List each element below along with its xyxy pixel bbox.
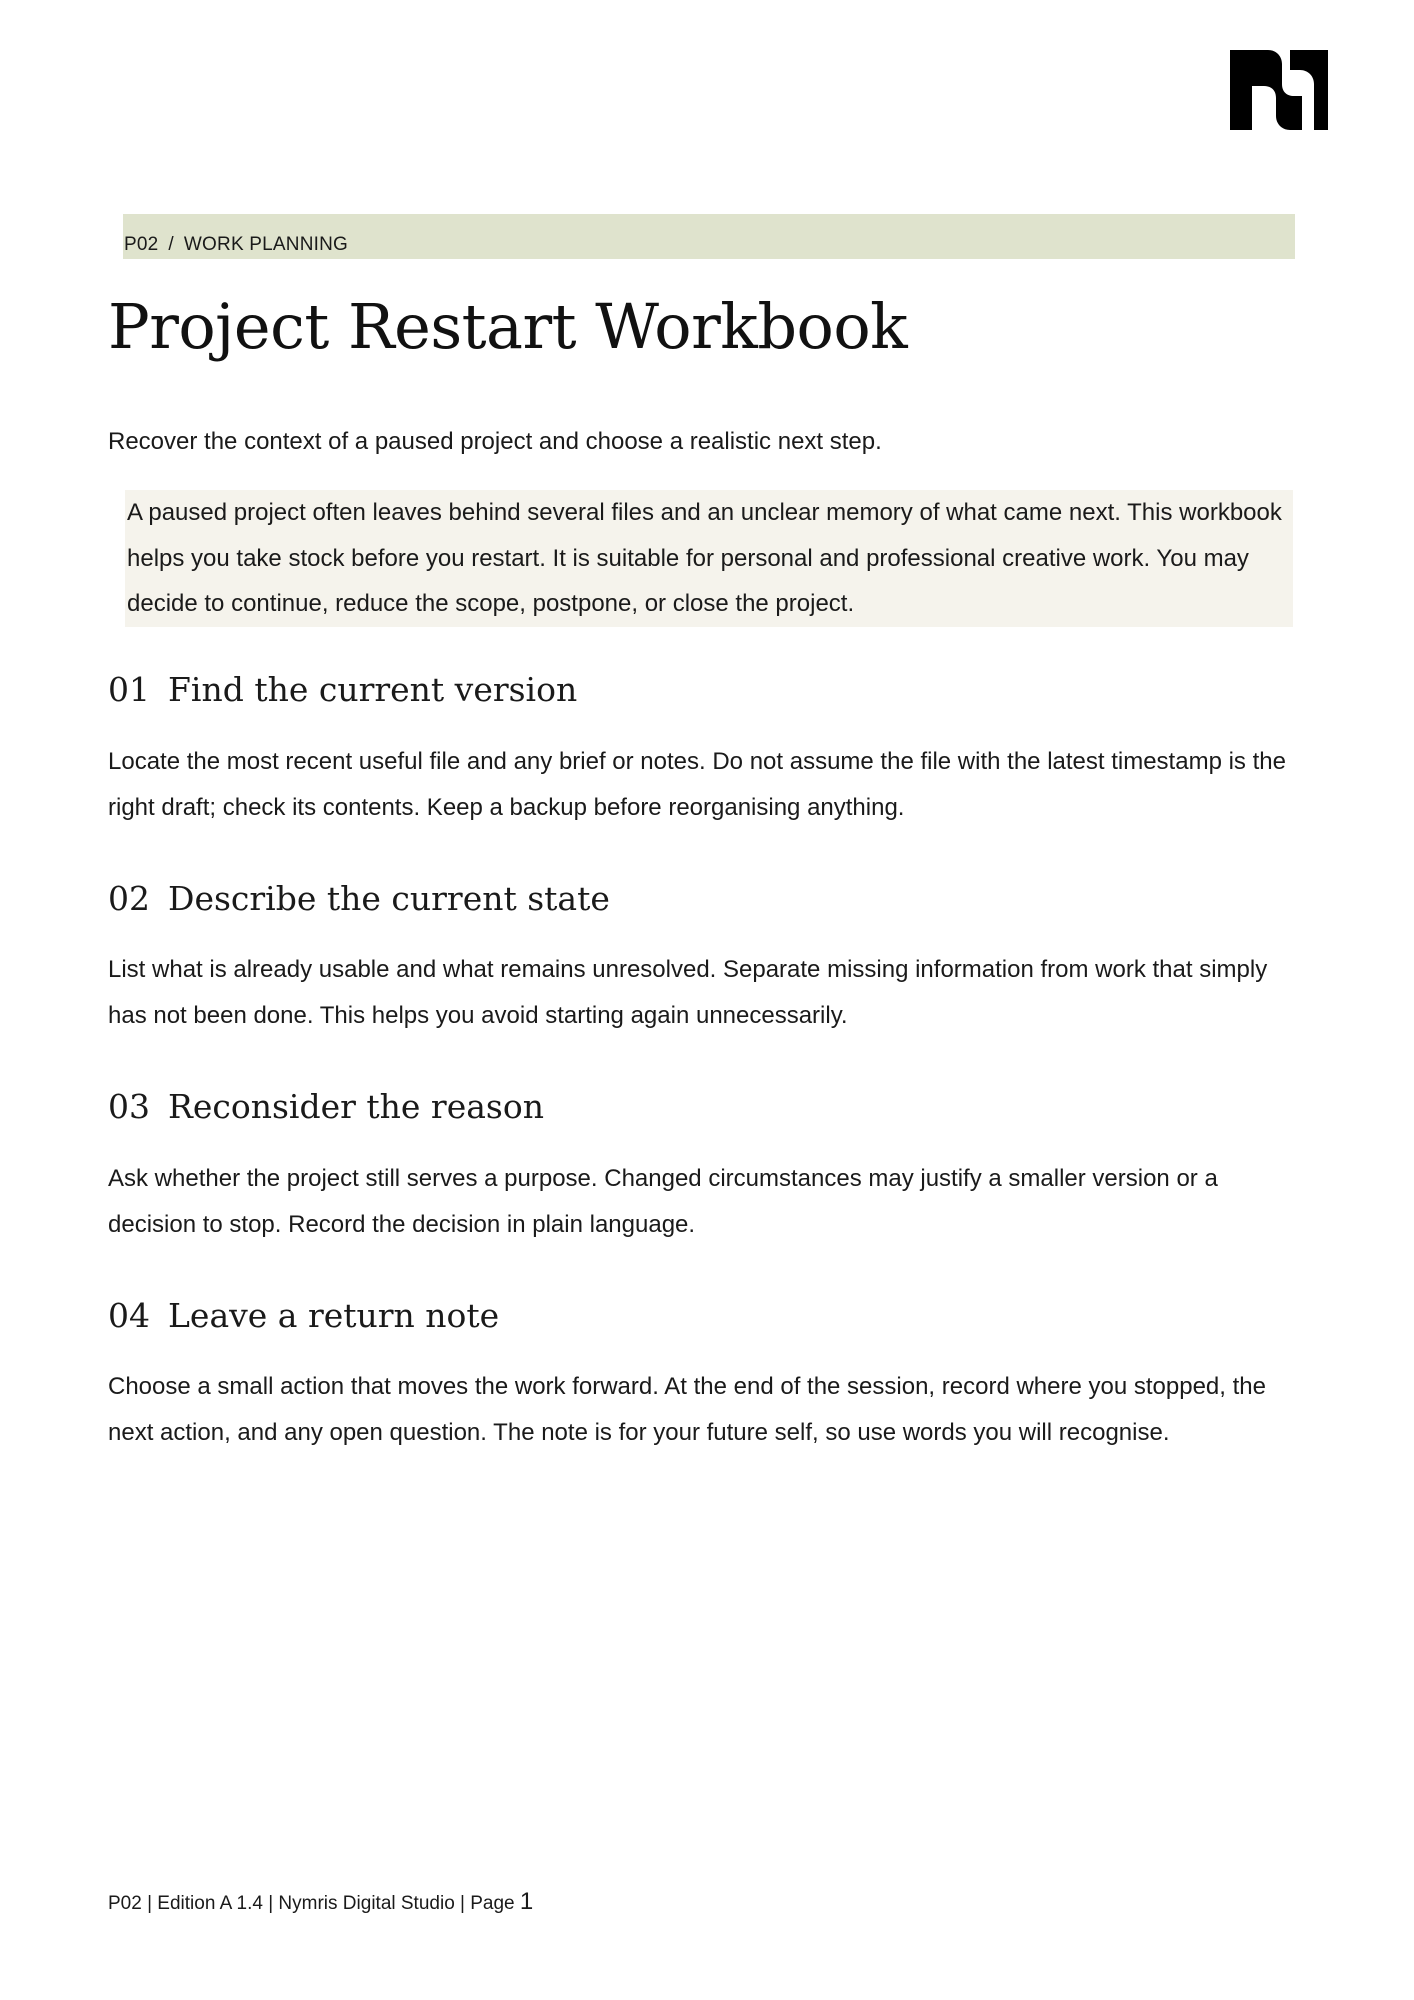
section-heading: [108, 1087, 544, 1126]
section-title: Leave a return note: [168, 1296, 500, 1335]
section-body: Ask whether the project still serves a purpose. Changed circumstances may justify a smaller version or a decision to stop. Record the decision in plain language.: [108, 1165, 1218, 1238]
section-number: 04: [108, 1296, 150, 1335]
page-number: 1: [519, 1888, 534, 1915]
section-title: Reconsider the reason: [168, 1087, 544, 1126]
section-number: 03: [108, 1087, 150, 1126]
section-title: Describe the current state: [168, 879, 610, 918]
section-number: 01: [108, 670, 150, 709]
intro-callout: A paused project often leaves behind several files and an unclear memory of what came next. This workbook helps you take stock before you restart. It is suitable for personal and professional creative work. You may decide to continue, reduce the scope, postpone, or close the project.: [125, 490, 1293, 627]
breadcrumb-separator: /: [168, 234, 174, 255]
section-body: Choose a small action that moves the work forward. At the end of the session, record where you stopped, the next action, and any open question. The note is for your future self, so use words you will recognise.: [108, 1373, 1266, 1446]
section-heading: [108, 879, 610, 918]
breadcrumb-code: P02: [124, 234, 159, 255]
section-title: Find the current version: [168, 670, 578, 709]
section-heading: [108, 670, 577, 709]
section-body: Locate the most recent useful file and any brief or notes. Do not assume the file with the latest timestamp is the right draft; check its contents. Keep a backup before reorganising anything.: [108, 748, 1286, 821]
nymris-logo-icon: [1230, 50, 1328, 130]
breadcrumb: [123, 214, 1295, 259]
breadcrumb-section: WORK PLANNING: [183, 234, 349, 255]
page-footer: [108, 1888, 533, 1916]
section-heading: [108, 1296, 499, 1335]
footer-text: P02 | Edition A 1.4 | Nymris Digital Studio | Page: [108, 1893, 515, 1914]
section-number: 02: [108, 879, 150, 918]
section-body: List what is already usable and what remains unresolved. Separate missing information from work that simply has not been done. This helps you avoid starting again unnecessarily.: [108, 956, 1268, 1029]
page-title: Project Restart Workbook: [108, 290, 908, 363]
page-subtitle: Recover the context of a paused project and choose a realistic next step.: [108, 428, 882, 455]
